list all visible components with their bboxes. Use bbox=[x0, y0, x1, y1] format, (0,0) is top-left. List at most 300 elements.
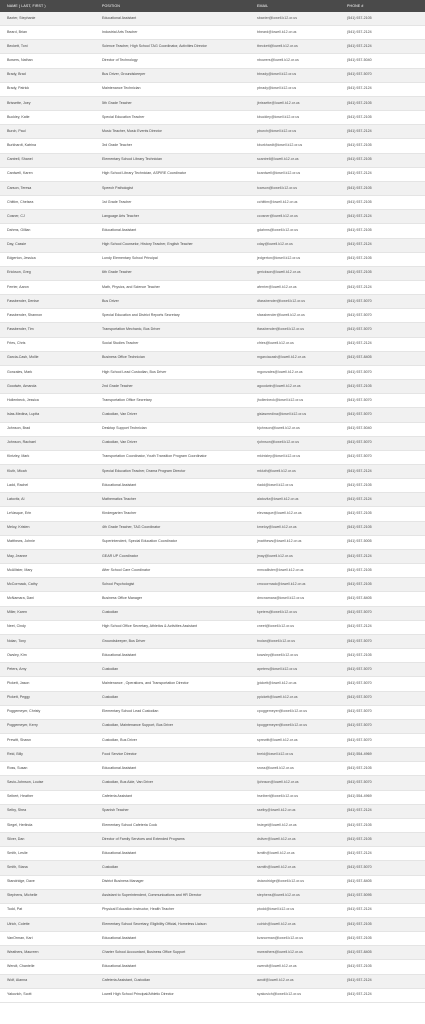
staff-name-cell: Chittim, Chelsea bbox=[0, 196, 95, 210]
table-row bbox=[0, 932, 425, 946]
staff-name-cell: Edgerton, Jessica bbox=[0, 252, 95, 266]
staff-email-link[interactable]: hsiegel@lowell.k12.or.us bbox=[250, 818, 340, 832]
staff-name-cell: Johnson, Rachael bbox=[0, 436, 95, 450]
staff-position-cell: Custodian, Bus Driver bbox=[95, 733, 250, 747]
staff-name-cell: McNamara, Dani bbox=[0, 592, 95, 606]
staff-phone-cell: (541) 937-5070 bbox=[340, 295, 425, 309]
staff-name-cell: Matthews, Johnie bbox=[0, 535, 95, 549]
staff-email-link[interactable]: jmay@lowell.k12.or.us bbox=[250, 549, 340, 563]
staff-name-cell: Neet, Cindy bbox=[0, 620, 95, 634]
table-row bbox=[0, 748, 425, 762]
table-row bbox=[0, 12, 425, 26]
staff-email-link[interactable]: breid@lowell.k12.or.us bbox=[250, 748, 340, 762]
staff-name-cell: Kintzley, Mark bbox=[0, 450, 95, 464]
staff-email-link[interactable]: ptodd@lowell.k12.or.us bbox=[250, 903, 340, 917]
staff-phone-cell: (541) 554-4969 bbox=[340, 790, 425, 804]
staff-phone-cell: (541) 554-4969 bbox=[340, 748, 425, 762]
staff-name-cell: Siegel, Herlinda bbox=[0, 818, 95, 832]
staff-position-cell: Transportation Office Secretary bbox=[95, 394, 250, 408]
table-row bbox=[0, 238, 425, 252]
staff-phone-cell: (541) 937-2124 bbox=[340, 40, 425, 54]
table-row bbox=[0, 224, 425, 238]
staff-position-cell: 5th Grade Teacher bbox=[95, 96, 250, 110]
staff-phone-cell: (541) 937-2105 bbox=[340, 153, 425, 167]
table-row bbox=[0, 266, 425, 280]
staff-position-cell: Elementary School Secretary, Eligibility Official, Homeless Liaison bbox=[95, 918, 250, 932]
table-row bbox=[0, 507, 425, 521]
staff-position-cell: Cafeteria Assistant bbox=[95, 790, 250, 804]
staff-name-cell: Gonzales, Mark bbox=[0, 365, 95, 379]
staff-phone-cell: (541) 937-5070 bbox=[340, 634, 425, 648]
table-row bbox=[0, 691, 425, 705]
staff-name-cell: Wolf, Alanna bbox=[0, 974, 95, 988]
table-row bbox=[0, 252, 425, 266]
staff-email-link[interactable]: dfassbender@lowell.k12.or.us bbox=[250, 295, 340, 309]
staff-phone-cell: (541) 937-5070 bbox=[340, 606, 425, 620]
staff-email-link[interactable]: mkluth@lowell.k12.or.us bbox=[250, 465, 340, 479]
staff-name-cell: Burch, Paul bbox=[0, 125, 95, 139]
staff-phone-cell: (541) 937-5070 bbox=[340, 776, 425, 790]
staff-email-link[interactable]: kcardwell@lowell.k12.or.us bbox=[250, 167, 340, 181]
staff-phone-cell: (541) 937-2124 bbox=[340, 26, 425, 40]
staff-email-link[interactable]: cwendt@lowell.k12.or.us bbox=[250, 960, 340, 974]
staff-position-cell: High School Office Secretary, Athletics & Activities Assistant bbox=[95, 620, 250, 634]
staff-phone-cell: (541) 937-2105 bbox=[340, 12, 425, 26]
table-row bbox=[0, 606, 425, 620]
staff-position-cell: Math, Physics, and Science Teacher bbox=[95, 280, 250, 294]
staff-email-link[interactable]: dmcnamara@lowell.k12.or.us bbox=[250, 592, 340, 606]
staff-position-cell: Bus Driver bbox=[95, 295, 250, 309]
staff-phone-cell: (541) 937-5070 bbox=[340, 436, 425, 450]
staff-position-cell: Transportation Mechanic, Bus Driver bbox=[95, 323, 250, 337]
staff-phone-cell: (541) 937-5095 bbox=[340, 889, 425, 903]
column-header-position[interactable]: POSITION bbox=[102, 4, 120, 8]
staff-phone-cell: (541) 937-2124 bbox=[340, 210, 425, 224]
table-row bbox=[0, 380, 425, 394]
staff-phone-cell: (541) 937-2105 bbox=[340, 918, 425, 932]
staff-name-cell: Savio-Johnson, Louise bbox=[0, 776, 95, 790]
staff-position-cell: 4th Grade Teacher, TAG Coordinator bbox=[95, 521, 250, 535]
table-row bbox=[0, 677, 425, 691]
staff-phone-cell: (541) 937-2124 bbox=[340, 988, 425, 1002]
staff-position-cell: Music Teacher, Music Events Director bbox=[95, 125, 250, 139]
staff-phone-cell: (541) 937-2124 bbox=[340, 337, 425, 351]
table-row bbox=[0, 309, 425, 323]
staff-name-cell: Erickson, Greg bbox=[0, 266, 95, 280]
staff-position-cell: 3rd Grade Teacher bbox=[95, 139, 250, 153]
staff-phone-cell: (541) 937-2105 bbox=[340, 252, 425, 266]
staff-email-link[interactable]: jbrissette@lowell.k12.or.us bbox=[250, 96, 340, 110]
staff-position-cell: Custodian, Van Driver bbox=[95, 408, 250, 422]
staff-position-cell: Spanish Teacher bbox=[95, 804, 250, 818]
staff-position-cell: School Psychologist bbox=[95, 578, 250, 592]
staff-name-cell: May, Jeanne bbox=[0, 549, 95, 563]
staff-phone-cell: (541) 937-2105 bbox=[340, 96, 425, 110]
staff-position-cell: Custodian, Van Driver bbox=[95, 436, 250, 450]
staff-position-cell: Science Teacher, High School TAG Coordinator, Activities Director bbox=[95, 40, 250, 54]
staff-name-cell: Beard, Brian bbox=[0, 26, 95, 40]
staff-email-link[interactable]: kowsley@lowell.k12.or.us bbox=[250, 649, 340, 663]
staff-email-link[interactable]: sfassbender@lowell.k12.or.us bbox=[250, 309, 340, 323]
staff-email-link[interactable]: bbeard@lowell.k12.or.us bbox=[250, 26, 340, 40]
staff-email-link[interactable]: mkintzley@lowell.k12.or.us bbox=[250, 450, 340, 464]
table-row bbox=[0, 351, 425, 365]
staff-name-cell: Fassbender, Shannon bbox=[0, 309, 95, 323]
staff-email-link[interactable]: sselby@lowell.k12.or.us bbox=[250, 804, 340, 818]
staff-position-cell: Special Education Teacher, Drama Program Director bbox=[95, 465, 250, 479]
staff-phone-cell: (541) 937-2124 bbox=[340, 280, 425, 294]
staff-position-cell: Physical Education Instructor, Health Teacher bbox=[95, 903, 250, 917]
staff-phone-cell: (541) 937-2124 bbox=[340, 493, 425, 507]
staff-email-link[interactable]: cfries@lowell.k12.or.us bbox=[250, 337, 340, 351]
staff-email-link[interactable]: culrich@lowell.k12.or.us bbox=[250, 918, 340, 932]
staff-name-cell: Baxter, Stephanie bbox=[0, 12, 95, 26]
staff-phone-cell: (541) 937-2124 bbox=[340, 620, 425, 634]
staff-email-link[interactable]: mweathers@lowell.k12.or.us bbox=[250, 946, 340, 960]
staff-position-cell: Maintenance , Operations, and Transportation Director bbox=[95, 677, 250, 691]
staff-name-cell: Brissette, Joey bbox=[0, 96, 95, 110]
staff-email-link[interactable]: gerickson@lowell.k12.or.us bbox=[250, 266, 340, 280]
staff-email-link[interactable]: mgarciacash@lowell.k12.or.us bbox=[250, 351, 340, 365]
staff-position-cell: Industrial Arts Teacher bbox=[95, 26, 250, 40]
staff-position-cell: Cafeteria Assistant, Custodian bbox=[95, 974, 250, 988]
table-row bbox=[0, 592, 425, 606]
staff-email-link[interactable]: rjohnson@lowell.k12.or.us bbox=[250, 436, 340, 450]
staff-email-link[interactable]: syakovich@lowell.k12.or.us bbox=[250, 988, 340, 1002]
staff-phone-cell: (541) 937-2124 bbox=[340, 903, 425, 917]
table-row bbox=[0, 861, 425, 875]
staff-name-cell: Fassbender, Denise bbox=[0, 295, 95, 309]
staff-position-cell: Business Office Technician bbox=[95, 351, 250, 365]
table-row bbox=[0, 295, 425, 309]
staff-email-link[interactable]: jedgerton@lowell.k12.or.us bbox=[250, 252, 340, 266]
staff-email-link[interactable]: alatovitz@lowell.k12.or.us bbox=[250, 493, 340, 507]
staff-name-cell: Fassbender, Tim bbox=[0, 323, 95, 337]
staff-position-cell: 1st Grade Teacher bbox=[95, 196, 250, 210]
staff-phone-cell: (541) 937-5040 bbox=[340, 54, 425, 68]
staff-position-cell: Educational Assistant bbox=[95, 479, 250, 493]
staff-phone-cell: (541) 937-5070 bbox=[340, 691, 425, 705]
table-row bbox=[0, 818, 425, 832]
staff-position-cell: Elementary School Cafeteria Cook bbox=[95, 818, 250, 832]
table-row bbox=[0, 918, 425, 932]
staff-email-link[interactable]: lsmith@lowell.k12.or.us bbox=[250, 847, 340, 861]
staff-name-cell: Smith, Leslie bbox=[0, 847, 95, 861]
staff-phone-cell: (541) 937-2105 bbox=[340, 139, 425, 153]
staff-phone-cell: (541) 937-2105 bbox=[340, 960, 425, 974]
staff-name-cell: Standridge, Dave bbox=[0, 875, 95, 889]
table-row bbox=[0, 521, 425, 535]
staff-email-link[interactable]: stephens@lowell.k12.or.us bbox=[250, 889, 340, 903]
staff-name-cell: Ladd, Rachel bbox=[0, 479, 95, 493]
column-header-email[interactable]: EMAIL bbox=[257, 4, 269, 8]
table-row bbox=[0, 54, 425, 68]
table-row bbox=[0, 96, 425, 110]
staff-phone-cell: (541) 937-5070 bbox=[340, 309, 425, 323]
staff-position-cell: Educational Assistant bbox=[95, 847, 250, 861]
staff-email-link[interactable]: bjohnson@lowell.k12.or.us bbox=[250, 422, 340, 436]
staff-phone-cell: (541) 937-2105 bbox=[340, 932, 425, 946]
staff-position-cell: Food Service Director bbox=[95, 748, 250, 762]
staff-position-cell: GEAR UP Coordinator bbox=[95, 549, 250, 563]
table-row bbox=[0, 210, 425, 224]
table-row bbox=[0, 833, 425, 847]
staff-email-link[interactable]: ljohnson@lowell.k12.or.us bbox=[250, 776, 340, 790]
staff-email-link[interactable]: dstandridge@lowell.k12.or.us bbox=[250, 875, 340, 889]
table-row bbox=[0, 408, 425, 422]
staff-email-link[interactable]: kbuckley@lowell.k12.or.us bbox=[250, 111, 340, 125]
table-row bbox=[0, 733, 425, 747]
staff-email-link[interactable]: dsilver@lowell.k12.or.us bbox=[250, 833, 340, 847]
staff-position-cell: Bus Driver, Groundskeeper bbox=[95, 68, 250, 82]
staff-phone-cell: (541) 937-5070 bbox=[340, 394, 425, 408]
staff-name-cell: Pickett, Jason bbox=[0, 677, 95, 691]
staff-name-cell: Buckley, Katie bbox=[0, 111, 95, 125]
staff-email-link[interactable]: ccosner@lowell.k12.or.us bbox=[250, 210, 340, 224]
staff-email-link[interactable]: sbaxter@lowell.k12.or.us bbox=[250, 12, 340, 26]
staff-email-link[interactable]: aferrier@lowell.k12.or.us bbox=[250, 280, 340, 294]
staff-position-cell: Transportation Coordinator, Youth Transition Program Coordinator bbox=[95, 450, 250, 464]
staff-position-cell: Custodian bbox=[95, 606, 250, 620]
column-header-phone[interactable]: PHONE # bbox=[347, 4, 364, 8]
staff-phone-cell: (541) 937-8405 bbox=[340, 946, 425, 960]
staff-name-cell: McCormack, Cathy bbox=[0, 578, 95, 592]
staff-position-cell: High School Library Technician, ASPIRE Coordinator bbox=[95, 167, 250, 181]
table-row bbox=[0, 535, 425, 549]
staff-position-cell: Special Education Teacher bbox=[95, 111, 250, 125]
staff-email-link[interactable]: jhollenbeck@lowell.k12.or.us bbox=[250, 394, 340, 408]
table-row bbox=[0, 323, 425, 337]
staff-name-cell: Smith, Stana bbox=[0, 861, 95, 875]
staff-email-link[interactable]: pburch@lowell.k12.or.us bbox=[250, 125, 340, 139]
staff-position-cell: Custodian, Bus Aide, Van Driver bbox=[95, 776, 250, 790]
table-row bbox=[0, 139, 425, 153]
table-row bbox=[0, 167, 425, 181]
staff-email-link[interactable]: cchittim@lowell.k12.or.us bbox=[250, 196, 340, 210]
staff-position-cell: Educational Assistant bbox=[95, 932, 250, 946]
staff-phone-cell: (541) 937-5070 bbox=[340, 677, 425, 691]
staff-email-link[interactable]: cpoggemeyer@lowell.k12.or.us bbox=[250, 705, 340, 719]
staff-email-link[interactable]: mmcallister@lowell.k12.or.us bbox=[250, 564, 340, 578]
table-row bbox=[0, 847, 425, 861]
staff-email-link[interactable]: tbeckett@lowell.k12.or.us bbox=[250, 40, 340, 54]
staff-phone-cell: (541) 937-2105 bbox=[340, 578, 425, 592]
staff-email-link[interactable]: awolf@lowell.k12.or.us bbox=[250, 974, 340, 988]
staff-name-cell: Reid, Billy bbox=[0, 748, 95, 762]
staff-email-link[interactable]: tnolan@lowell.k12.or.us bbox=[250, 634, 340, 648]
staff-phone-cell: (541) 937-2105 bbox=[340, 224, 425, 238]
table-row bbox=[0, 946, 425, 960]
staff-phone-cell: (541) 937-2105 bbox=[340, 649, 425, 663]
table-row bbox=[0, 960, 425, 974]
staff-position-cell: Educational Assistant bbox=[95, 12, 250, 26]
staff-position-cell: Social Studies Teacher bbox=[95, 337, 250, 351]
staff-phone-cell: (541) 937-2105 bbox=[340, 380, 425, 394]
staff-email-link[interactable]: jmatthews@lowell.k12.or.us bbox=[250, 535, 340, 549]
staff-phone-cell: (541) 937-2105 bbox=[340, 479, 425, 493]
table-row bbox=[0, 649, 425, 663]
table-row bbox=[0, 26, 425, 40]
table-row bbox=[0, 436, 425, 450]
staff-phone-cell: (541) 937-2124 bbox=[340, 167, 425, 181]
table-body bbox=[0, 12, 425, 1002]
staff-phone-cell: (541) 937-5070 bbox=[340, 705, 425, 719]
staff-phone-cell: (541) 937-8405 bbox=[340, 875, 425, 889]
staff-phone-cell: (541) 937-2124 bbox=[340, 549, 425, 563]
table-row bbox=[0, 804, 425, 818]
staff-name-cell: Ross, Susan bbox=[0, 762, 95, 776]
table-row bbox=[0, 493, 425, 507]
staff-name-cell: Ferrier, Aaron bbox=[0, 280, 95, 294]
table-row bbox=[0, 280, 425, 294]
staff-name-cell: Meloy, Kristen bbox=[0, 521, 95, 535]
staff-name-cell: Burkhardt, Katrina bbox=[0, 139, 95, 153]
staff-name-cell: Ulrich, Colette bbox=[0, 918, 95, 932]
staff-position-cell: Business Office Manager bbox=[95, 592, 250, 606]
staff-email-link[interactable]: kpoggemeyer@lowell.k12.or.us bbox=[250, 719, 340, 733]
staff-email-link[interactable]: nbowers@lowell.k12.or.us bbox=[250, 54, 340, 68]
staff-phone-cell: (541) 937-2105 bbox=[340, 564, 425, 578]
staff-phone-cell: (541) 937-5005 bbox=[340, 535, 425, 549]
staff-name-cell: Latovitz, Al bbox=[0, 493, 95, 507]
staff-phone-cell: (541) 937-5070 bbox=[340, 408, 425, 422]
staff-position-cell: Lowell High School Principal/Athletic Director bbox=[95, 988, 250, 1002]
staff-position-cell: Mathematics Teacher bbox=[95, 493, 250, 507]
table-row bbox=[0, 549, 425, 563]
staff-name-cell: Seibert, Heather bbox=[0, 790, 95, 804]
staff-phone-cell: (541) 937-5070 bbox=[340, 323, 425, 337]
staff-email-link[interactable]: cneet@lowell.k12.or.us bbox=[250, 620, 340, 634]
staff-phone-cell: (541) 937-2124 bbox=[340, 847, 425, 861]
table-row bbox=[0, 790, 425, 804]
staff-phone-cell: (541) 937-2105 bbox=[340, 818, 425, 832]
staff-name-cell: Kluth, Micah bbox=[0, 465, 95, 479]
staff-email-link[interactable]: scantrell@lowell.k12.or.us bbox=[250, 153, 340, 167]
table-row bbox=[0, 578, 425, 592]
staff-email-link[interactable]: sprewitt@lowell.k12.or.us bbox=[250, 733, 340, 747]
staff-name-cell: Brady, Brad bbox=[0, 68, 95, 82]
staff-phone-cell: (541) 937-2124 bbox=[340, 238, 425, 252]
staff-phone-cell: (541) 937-5070 bbox=[340, 365, 425, 379]
table-row bbox=[0, 988, 425, 1002]
staff-phone-cell: (541) 937-2124 bbox=[340, 974, 425, 988]
staff-position-cell: 2nd Grade Teacher bbox=[95, 380, 250, 394]
staff-position-cell: Lundy Elementary School Principal bbox=[95, 252, 250, 266]
staff-name-cell: Bowers, Nathan bbox=[0, 54, 95, 68]
staff-name-cell: VanOrman, Kari bbox=[0, 932, 95, 946]
staff-email-link[interactable]: cday@lowell.k12.or.us bbox=[250, 238, 340, 252]
staff-name-cell: Poggemeyer, Christy bbox=[0, 705, 95, 719]
staff-name-cell: Dahms, Gillian bbox=[0, 224, 95, 238]
staff-position-cell: Speech Pathologist bbox=[95, 181, 250, 195]
staff-position-cell: Educational Assistant bbox=[95, 224, 250, 238]
staff-name-cell: Silver, Dan bbox=[0, 833, 95, 847]
staff-email-link[interactable]: ppickett@lowell.k12.or.us bbox=[250, 691, 340, 705]
staff-name-cell: Weathers, Maureen bbox=[0, 946, 95, 960]
staff-name-cell: Selby, Shea bbox=[0, 804, 95, 818]
staff-name-cell: Cardwell, Karen bbox=[0, 167, 95, 181]
staff-phone-cell: (541) 937-2124 bbox=[340, 804, 425, 818]
table-row bbox=[0, 394, 425, 408]
staff-email-link[interactable]: gdahms@lowell.k12.or.us bbox=[250, 224, 340, 238]
table-row bbox=[0, 111, 425, 125]
staff-name-cell: Islas-Medina, Lupita bbox=[0, 408, 95, 422]
staff-phone-cell: (541) 937-2124 bbox=[340, 82, 425, 96]
table-row bbox=[0, 875, 425, 889]
table-row bbox=[0, 68, 425, 82]
table-row bbox=[0, 705, 425, 719]
table-row bbox=[0, 337, 425, 351]
staff-name-cell: Carson, Teresa bbox=[0, 181, 95, 195]
staff-position-cell: Charter School Accountant, Business Office Support bbox=[95, 946, 250, 960]
staff-email-link[interactable]: rladd@lowell.k12.or.us bbox=[250, 479, 340, 493]
staff-phone-cell: (541) 937-2105 bbox=[340, 181, 425, 195]
staff-email-link[interactable]: mgonzales@lowell.k12.or.us bbox=[250, 365, 340, 379]
table-row bbox=[0, 40, 425, 54]
staff-email-link[interactable]: agoodwin@lowell.k12.or.us bbox=[250, 380, 340, 394]
staff-email-link[interactable]: bbrady@lowell.k12.or.us bbox=[250, 68, 340, 82]
table-row bbox=[0, 634, 425, 648]
staff-position-cell: Special Education and District Reports Secretary bbox=[95, 309, 250, 323]
staff-name-cell: Miller, Karen bbox=[0, 606, 95, 620]
staff-name-cell: Goodwin, Amanda bbox=[0, 380, 95, 394]
staff-phone-cell: (541) 937-2105 bbox=[340, 266, 425, 280]
staff-phone-cell: (541) 937-8405 bbox=[340, 592, 425, 606]
staff-position-cell: Desktop Support Technician bbox=[95, 422, 250, 436]
staff-position-cell: High School Counselor, History Teacher, English Teacher bbox=[95, 238, 250, 252]
staff-email-link[interactable]: kpeters@lowell.k12.or.us bbox=[250, 606, 340, 620]
staff-name-cell: Hollenbeck, Jessica bbox=[0, 394, 95, 408]
staff-position-cell: 6th Grade Teacher bbox=[95, 266, 250, 280]
staff-email-link[interactable]: ssmith@lowell.k12.or.us bbox=[250, 861, 340, 875]
staff-name-cell: Johnson, Brad bbox=[0, 422, 95, 436]
staff-phone-cell: (541) 937-5040 bbox=[340, 422, 425, 436]
staff-position-cell: Kindergarten Teacher bbox=[95, 507, 250, 521]
table-row bbox=[0, 82, 425, 96]
staff-name-cell: Owsley, Kim bbox=[0, 649, 95, 663]
staff-email-link[interactable]: elevasque@lowell.k12.or.us bbox=[250, 507, 340, 521]
table-row bbox=[0, 762, 425, 776]
staff-email-link[interactable]: kmeloy@lowell.k12.or.us bbox=[250, 521, 340, 535]
staff-name-cell: McAllister, Mary bbox=[0, 564, 95, 578]
staff-position-cell: Language Arts Teacher bbox=[95, 210, 250, 224]
table-header bbox=[0, 0, 425, 12]
table-row bbox=[0, 450, 425, 464]
staff-phone-cell: (541) 937-5070 bbox=[340, 861, 425, 875]
column-header-name[interactable]: NAME ( LAST, FIRST ) bbox=[7, 4, 46, 8]
staff-email-link[interactable]: tfassbender@lowell.k12.or.us bbox=[250, 323, 340, 337]
staff-email-link[interactable]: apeters@lowell.k12.or.us bbox=[250, 663, 340, 677]
staff-phone-cell: (541) 937-5070 bbox=[340, 68, 425, 82]
staff-email-link[interactable]: kvanorman@lowell.k12.or.us bbox=[250, 932, 340, 946]
staff-email-link[interactable]: jpickett@lowell.k12.or.us bbox=[250, 677, 340, 691]
table-row bbox=[0, 125, 425, 139]
staff-email-link[interactable]: kburkhardt@lowell.k12.or.us bbox=[250, 139, 340, 153]
staff-email-link[interactable]: pbrady@lowell.k12.or.us bbox=[250, 82, 340, 96]
staff-name-cell: Pickett, Peggy bbox=[0, 691, 95, 705]
staff-position-cell: High School Lead Custodian, Bus Driver bbox=[95, 365, 250, 379]
staff-email-link[interactable]: tcarson@lowell.k12.or.us bbox=[250, 181, 340, 195]
staff-email-link[interactable]: hseibert@lowell.k12.or.us bbox=[250, 790, 340, 804]
staff-phone-cell: (541) 937-2105 bbox=[340, 196, 425, 210]
staff-email-link[interactable]: gislasmedina@lowell.k12.or.us bbox=[250, 408, 340, 422]
staff-email-link[interactable]: sross@lowell.k12.or.us bbox=[250, 762, 340, 776]
staff-phone-cell: (541) 937-5070 bbox=[340, 450, 425, 464]
staff-email-link[interactable]: cmccormack@lowell.k12.or.us bbox=[250, 578, 340, 592]
staff-name-cell: Beckett, Toni bbox=[0, 40, 95, 54]
table-row bbox=[0, 196, 425, 210]
staff-name-cell: Brady, Patrick bbox=[0, 82, 95, 96]
